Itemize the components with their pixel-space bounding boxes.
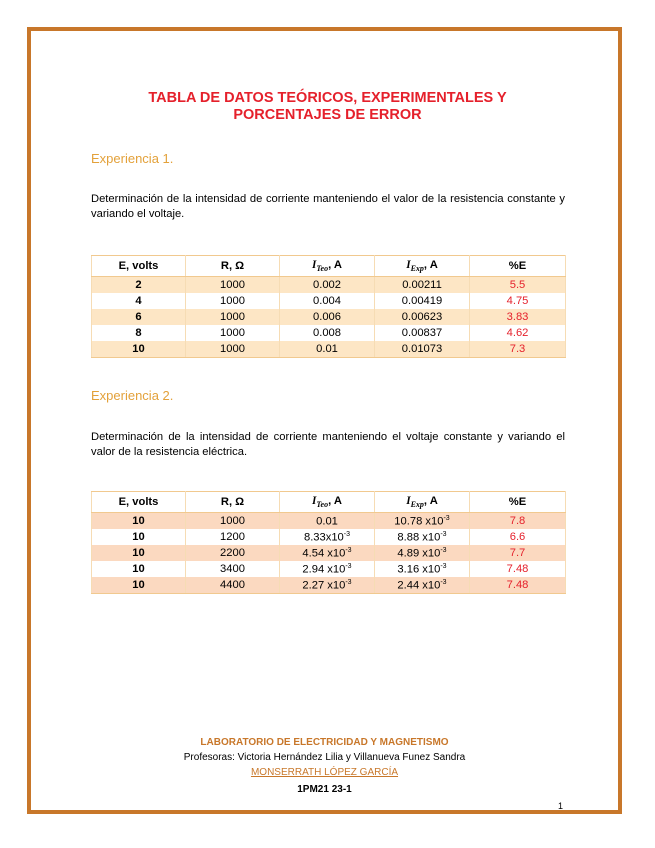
header-i-exp: $I_{Exp}$, A <box>375 492 470 513</box>
header-i-teo: $I_{Teo}$, A <box>280 492 375 513</box>
experience-1-table <box>91 255 566 358</box>
cell-r: 4400 <box>186 577 280 594</box>
cell-i-teo: 2.94 $x10^{-3}$ <box>280 561 375 577</box>
footer-student-name: MONSERRATH LÓPEZ GARCÍA <box>250 767 399 778</box>
cell-percent-error: 7.48 <box>470 561 566 577</box>
cell-i-exp: 3.16 $x10^{-3}$ <box>375 561 470 577</box>
cell-i-teo: 4.54 $x10^{-3}$ <box>280 545 375 561</box>
cell-percent-error: 3.83 <box>470 309 566 325</box>
header-i-exp: $I_{Exp}$, A <box>375 256 470 277</box>
experience-1-heading: Experiencia 1. <box>91 151 174 166</box>
experience-2-description: Determinación de la intensidad de corriente manteniendo el voltaje constante y variando el valor de la resistencia eléctrica. <box>91 431 565 458</box>
cell-e: 10 <box>92 529 186 545</box>
experience-2-heading: Experiencia 2. <box>91 388 174 403</box>
table-row <box>92 513 566 530</box>
title-line-2: PORCENTAJES DE ERROR <box>233 107 422 123</box>
header-percent-error: %E <box>470 256 566 277</box>
cell-e: 6 <box>92 309 186 325</box>
table-row <box>92 545 566 561</box>
cell-r: 1000 <box>186 341 280 358</box>
cell-r: 1000 <box>186 325 280 341</box>
cell-i-teo: 2.27 $x10^{-3}$ <box>280 577 375 594</box>
table-header-row <box>92 256 566 277</box>
cell-percent-error: 6.6 <box>470 529 566 545</box>
page-number: 1 <box>558 801 564 811</box>
cell-i-teo: 0.004 <box>280 293 375 309</box>
cell-i-exp: 0.01073 <box>375 341 470 358</box>
header-i-teo: $I_{Teo}$, A <box>280 256 375 277</box>
cell-i-teo: 0.006 <box>280 309 375 325</box>
cell-i-teo: $8.33x10^{-3}$ <box>280 529 375 545</box>
table-row <box>92 293 566 309</box>
cell-i-exp: 2.44 $x10^{-3}$ <box>375 577 470 594</box>
cell-i-teo: 0.01 <box>280 341 375 358</box>
cell-i-exp: 4.89 $x10^{-3}$ <box>375 545 470 561</box>
cell-i-exp: 8.88 $x10^{-3}$ <box>375 529 470 545</box>
page-title <box>60 90 595 124</box>
cell-i-exp: 0.00419 <box>375 293 470 309</box>
cell-percent-error: 4.75 <box>470 293 566 309</box>
cell-r: 3400 <box>186 561 280 577</box>
cell-i-teo: 0.002 <box>280 277 375 294</box>
cell-r: 1000 <box>186 513 280 530</box>
experience-2-table <box>91 491 566 594</box>
header-r-ohm: R, Ω <box>186 256 280 277</box>
footer-group: 1PM21 23-1 <box>297 784 352 795</box>
cell-percent-error: 7.8 <box>470 513 566 530</box>
table-row <box>92 341 566 358</box>
cell-e: 10 <box>92 513 186 530</box>
table-row <box>92 577 566 594</box>
cell-percent-error: 7.3 <box>470 341 566 358</box>
title-line-1: TABLA DE DATOS TEÓRICOS, EXPERIMENTALES Y <box>148 90 507 106</box>
table-row <box>92 561 566 577</box>
page-border <box>27 27 622 814</box>
cell-percent-error: 4.62 <box>470 325 566 341</box>
table-row <box>92 529 566 545</box>
header-r-ohm: R, Ω <box>186 492 280 513</box>
experience-1-description: Determinación de la intensidad de corriente manteniendo el valor de la resistencia constante y variando el voltaje. <box>91 193 565 220</box>
cell-e: 10 <box>92 545 186 561</box>
table-row <box>92 277 566 294</box>
cell-r: 1000 <box>186 277 280 294</box>
table-row <box>92 325 566 341</box>
cell-r: 1200 <box>186 529 280 545</box>
footer-professors: Profesoras: Victoria Hernández Lilia y Villanueva Funez Sandra <box>183 752 466 763</box>
cell-i-exp: 0.00623 <box>375 309 470 325</box>
cell-e: 2 <box>92 277 186 294</box>
cell-r: 2200 <box>186 545 280 561</box>
cell-e: 10 <box>92 577 186 594</box>
cell-i-teo: 0.01 <box>280 513 375 530</box>
table-row <box>92 309 566 325</box>
header-e-volts: E, volts <box>92 492 186 513</box>
cell-e: 10 <box>92 561 186 577</box>
cell-percent-error: 7.7 <box>470 545 566 561</box>
table-header-row <box>92 492 566 513</box>
cell-percent-error: 5.5 <box>470 277 566 294</box>
cell-i-exp: 0.00837 <box>375 325 470 341</box>
cell-e: 4 <box>92 293 186 309</box>
footer-lab-name: LABORATORIO DE ELECTRICIDAD Y MAGNETISMO <box>200 737 449 748</box>
cell-i-exp: 10.78 $x10^{-3}$ <box>375 513 470 530</box>
header-e-volts: E, volts <box>92 256 186 277</box>
cell-i-teo: 0.008 <box>280 325 375 341</box>
header-percent-error: %E <box>470 492 566 513</box>
cell-e: 8 <box>92 325 186 341</box>
cell-e: 10 <box>92 341 186 358</box>
cell-percent-error: 7.48 <box>470 577 566 594</box>
cell-i-exp: 0.00211 <box>375 277 470 294</box>
cell-r: 1000 <box>186 293 280 309</box>
cell-r: 1000 <box>186 309 280 325</box>
